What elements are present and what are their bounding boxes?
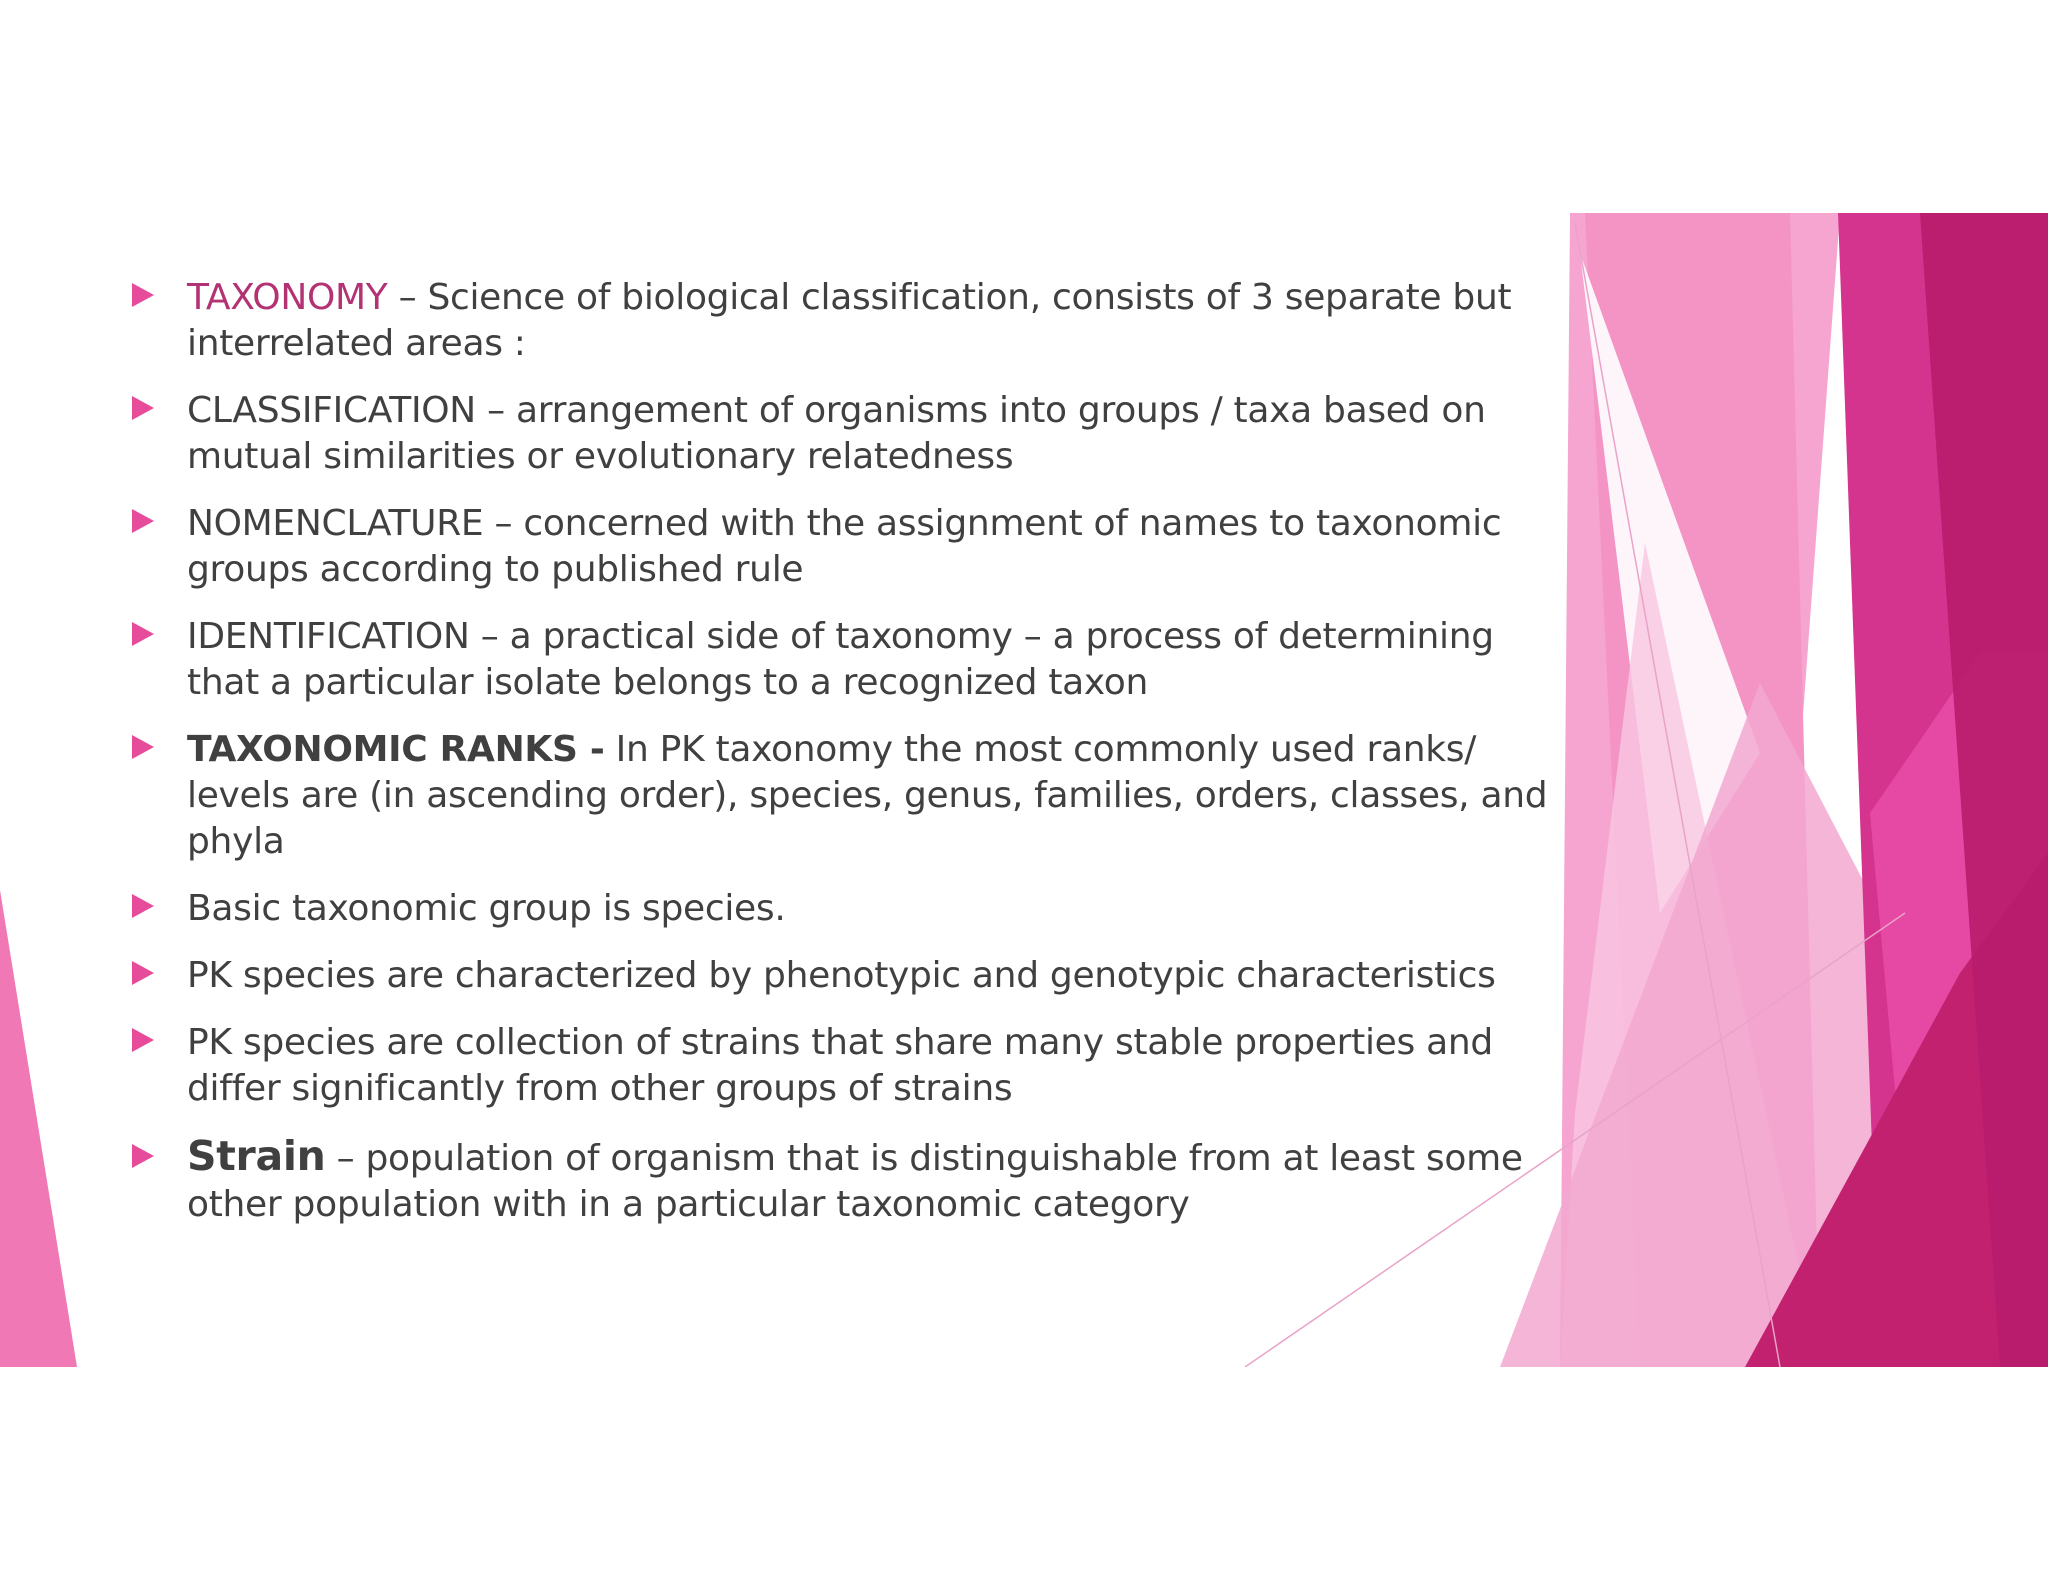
triangle-bullet-icon — [132, 894, 154, 918]
bullet-text: Science of biological classification, consists of 3 separate but interrelated areas : — [187, 277, 1512, 364]
bullet-separator — [605, 729, 616, 770]
bullet-separator: – — [387, 277, 428, 318]
bullet-list — [130, 275, 1570, 1249]
bullet-item-basic-group — [130, 886, 1570, 932]
bullet-separator: – — [325, 1138, 366, 1179]
bullet-text: PK species are collection of strains that share many stable properties and differ significantly from other groups of strains — [187, 1022, 1493, 1109]
triangle-bullet-icon — [132, 622, 154, 646]
bullet-text: Basic taxonomic group is species. — [187, 888, 786, 929]
triangle-bullet-icon — [132, 283, 154, 307]
bullet-separator: – — [475, 390, 516, 431]
bullet-item-strain — [130, 1133, 1570, 1228]
bullet-term: IDENTIFICATION — [187, 616, 470, 657]
triangle-bullet-icon — [132, 961, 154, 985]
bullet-text: population of organism that is distinguishable from at least some other population with in a particular taxonomic category — [187, 1138, 1523, 1225]
left-edge-shape — [0, 890, 77, 1367]
triangle-bullet-icon — [132, 735, 154, 759]
bullet-item-characterized — [130, 953, 1570, 999]
bullet-text: concerned with the assignment of names to taxonomic groups according to published rule — [187, 503, 1502, 590]
bullet-term: NOMENCLATURE — [187, 503, 484, 544]
triangle-bullet-icon — [132, 509, 154, 533]
bullet-text: PK species are characterized by phenotypic and genotypic characteristics — [187, 955, 1496, 996]
bullet-item-classification — [130, 388, 1570, 480]
bullet-text: In PK taxonomy the most commonly used ranks/ levels are (in ascending order), species, genus, families, orders, classes, and phyla — [187, 729, 1548, 862]
triangle-bullet-icon — [132, 1144, 154, 1168]
bullet-item-taxonomic-ranks — [130, 727, 1570, 865]
bullet-term: TAXONOMIC RANKS - — [187, 729, 605, 770]
bullet-term: TAXONOMY — [187, 277, 388, 318]
bullet-separator: – — [483, 503, 524, 544]
bullet-separator: – — [469, 616, 510, 657]
bullet-term: Strain — [187, 1132, 326, 1180]
slide — [0, 213, 2048, 1367]
triangle-bullet-icon — [132, 1028, 154, 1052]
bullet-text: arrangement of organisms into groups / taxa based on mutual similarities or evolutionary relatedness — [187, 390, 1486, 477]
triangle-bullet-icon — [132, 396, 154, 420]
bullet-item-taxonomy — [130, 275, 1570, 367]
bullet-item-collection — [130, 1020, 1570, 1112]
bullet-item-identification — [130, 614, 1570, 706]
bullet-item-nomenclature — [130, 501, 1570, 593]
bullet-text: a practical side of taxonomy – a process of determining that a particular isolate belongs to a recognized taxon — [187, 616, 1494, 703]
bullet-term: CLASSIFICATION — [187, 390, 476, 431]
